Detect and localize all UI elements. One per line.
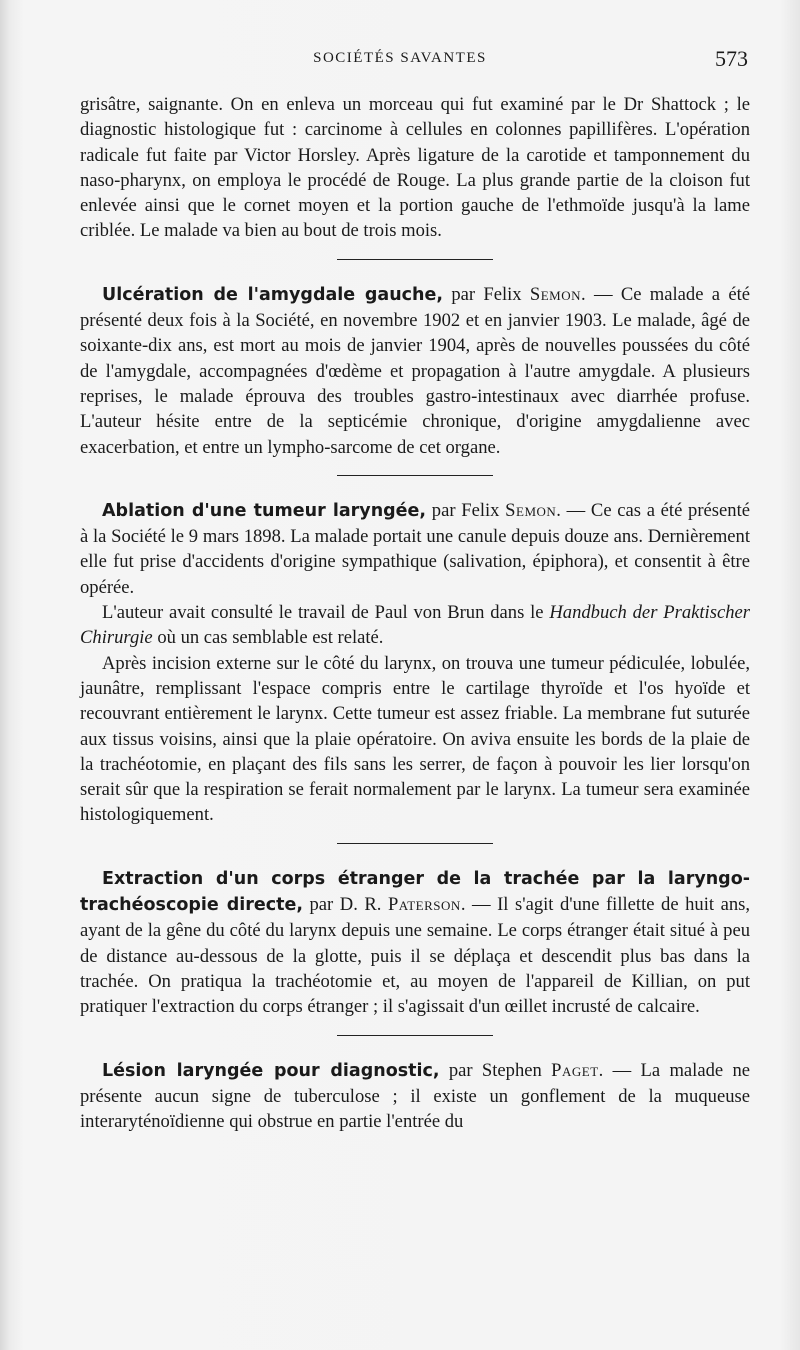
article-by: par Stephen bbox=[439, 1059, 552, 1081]
article-lesion bbox=[80, 1058, 750, 1135]
article-author: Semon bbox=[505, 499, 557, 521]
article-extraction bbox=[80, 866, 750, 1020]
article-title: Lésion laryngée pour diagnostic, bbox=[102, 1060, 440, 1081]
article-title: Extraction d'un corps étranger de la trachée par la laryngo-trachéoscopie directe, bbox=[80, 868, 750, 916]
article-ablation bbox=[80, 498, 750, 600]
page-number: 573 bbox=[715, 46, 748, 71]
paragraph-text: L'auteur avait consulté le travail de Paul von Brun dans le bbox=[102, 602, 550, 624]
article-author: Paget bbox=[551, 1059, 599, 1081]
page-body bbox=[80, 92, 750, 1134]
running-title: SOCIÉTÉS SAVANTES bbox=[313, 50, 487, 66]
article-body: . — Ce malade a été présenté deux fois à la Société, en novembre 1902 et en janvier 1903. Le malade, âgé de soixante-dix ans, est mort au mois de janvier 1904, après de nouvelles poussées du côté de l'amygdale, accompagnées d'œdème et propagation à l'autre amygdale. A plusieurs reprises, le malade éprouva des troubles gastro-intestinaux avec diarrhée profuse. L'auteur hésite entre de la septicémie chronique, d'origine amygdalienne avec exacerbation, et entre un lympho-sarcome de cet organe. bbox=[80, 283, 750, 458]
article-body: . — Il s'agit d'une fillette de huit ans, ayant de la gêne du côté du larynx depuis une semaine. Le corps étranger était situé à peu de distance au-dessous de la glotte, puis il se déplaça et descendit plus bas dans la trachée. On pratiqua la trachéotomie et, au moyen de l'appareil de Killian, on put pratiquer l'extraction du corps étranger ; il s'agissait d'un œillet incrusté de calcaire. bbox=[80, 894, 750, 1018]
intro-paragraph: grisâtre, saignante. On en enleva un morceau qui fut examiné par le Dr Shattock ; le diagnostic histologique fut : carcinome à cellules en colonnes papillifères. L'opération radicale fut faite par Victor Horsley. Après ligature de la carotide et tamponnement du naso-pharynx, on employa le procédé de Rouge. La plus grande partie de la cloison fut enlevée ainsi que le cornet moyen et la portion gauche de l'ethmoïde jusqu'à la lame criblée. Le malade va bien au bout de trois mois. bbox=[80, 94, 750, 242]
cited-work-title: Handbuch der Praktischer Chirurgie bbox=[80, 602, 750, 649]
article-by: par D. R. bbox=[302, 894, 388, 916]
section-divider bbox=[337, 475, 493, 476]
section-divider bbox=[337, 843, 493, 844]
article-title: Ulcération de l'amygdale gauche, bbox=[102, 284, 444, 305]
article-by: par Felix bbox=[426, 499, 506, 521]
article-author: Semon bbox=[529, 283, 582, 305]
article-title: Ablation d'une tumeur laryngée, bbox=[102, 500, 427, 521]
page-header bbox=[0, 46, 800, 76]
section-divider bbox=[337, 259, 493, 260]
article-paragraph bbox=[80, 600, 750, 651]
article-ulceration bbox=[80, 282, 750, 460]
article-body: . — La malade ne présente aucun signe de tuberculose ; il existe un gonflement de la muqueuse interaryténoïdienne qui obstrue en partie l'entrée du bbox=[80, 1059, 750, 1133]
article-author: Paterson bbox=[387, 894, 461, 916]
paragraph-text: où un cas semblable est relaté. bbox=[152, 627, 384, 649]
article-body: . — Ce cas a été présenté à la Société le 9 mars 1898. La malade portait une canule depuis douze ans. Dernièrement elle fut prise d'accidents d'origine sympathique (salivation, épiphora), et consentit à être opérée. bbox=[80, 499, 751, 598]
article-paragraph: Après incision externe sur le côté du larynx, on trouva une tumeur pédiculée, lobulée, jaunâtre, remplissant l'espace compris entre le cartilage thyroïde et l'os hyoïde et recouvrant entièrement le larynx. Cette tumeur est assez friable. La membrane fut suturée aux tissus voisins, ainsi que la plaie opératoire. On aviva ensuite les bords de la plaie de la trachéotomie, en plaçant des fils sans les serrer, de façon à pouvoir les lier lorsqu'on serait sûr que la respiration se ferait normalement par le larynx. La tumeur sera examinée histologiquement. bbox=[80, 652, 750, 826]
section-divider bbox=[337, 1035, 493, 1036]
article-by: par Felix bbox=[443, 283, 530, 305]
